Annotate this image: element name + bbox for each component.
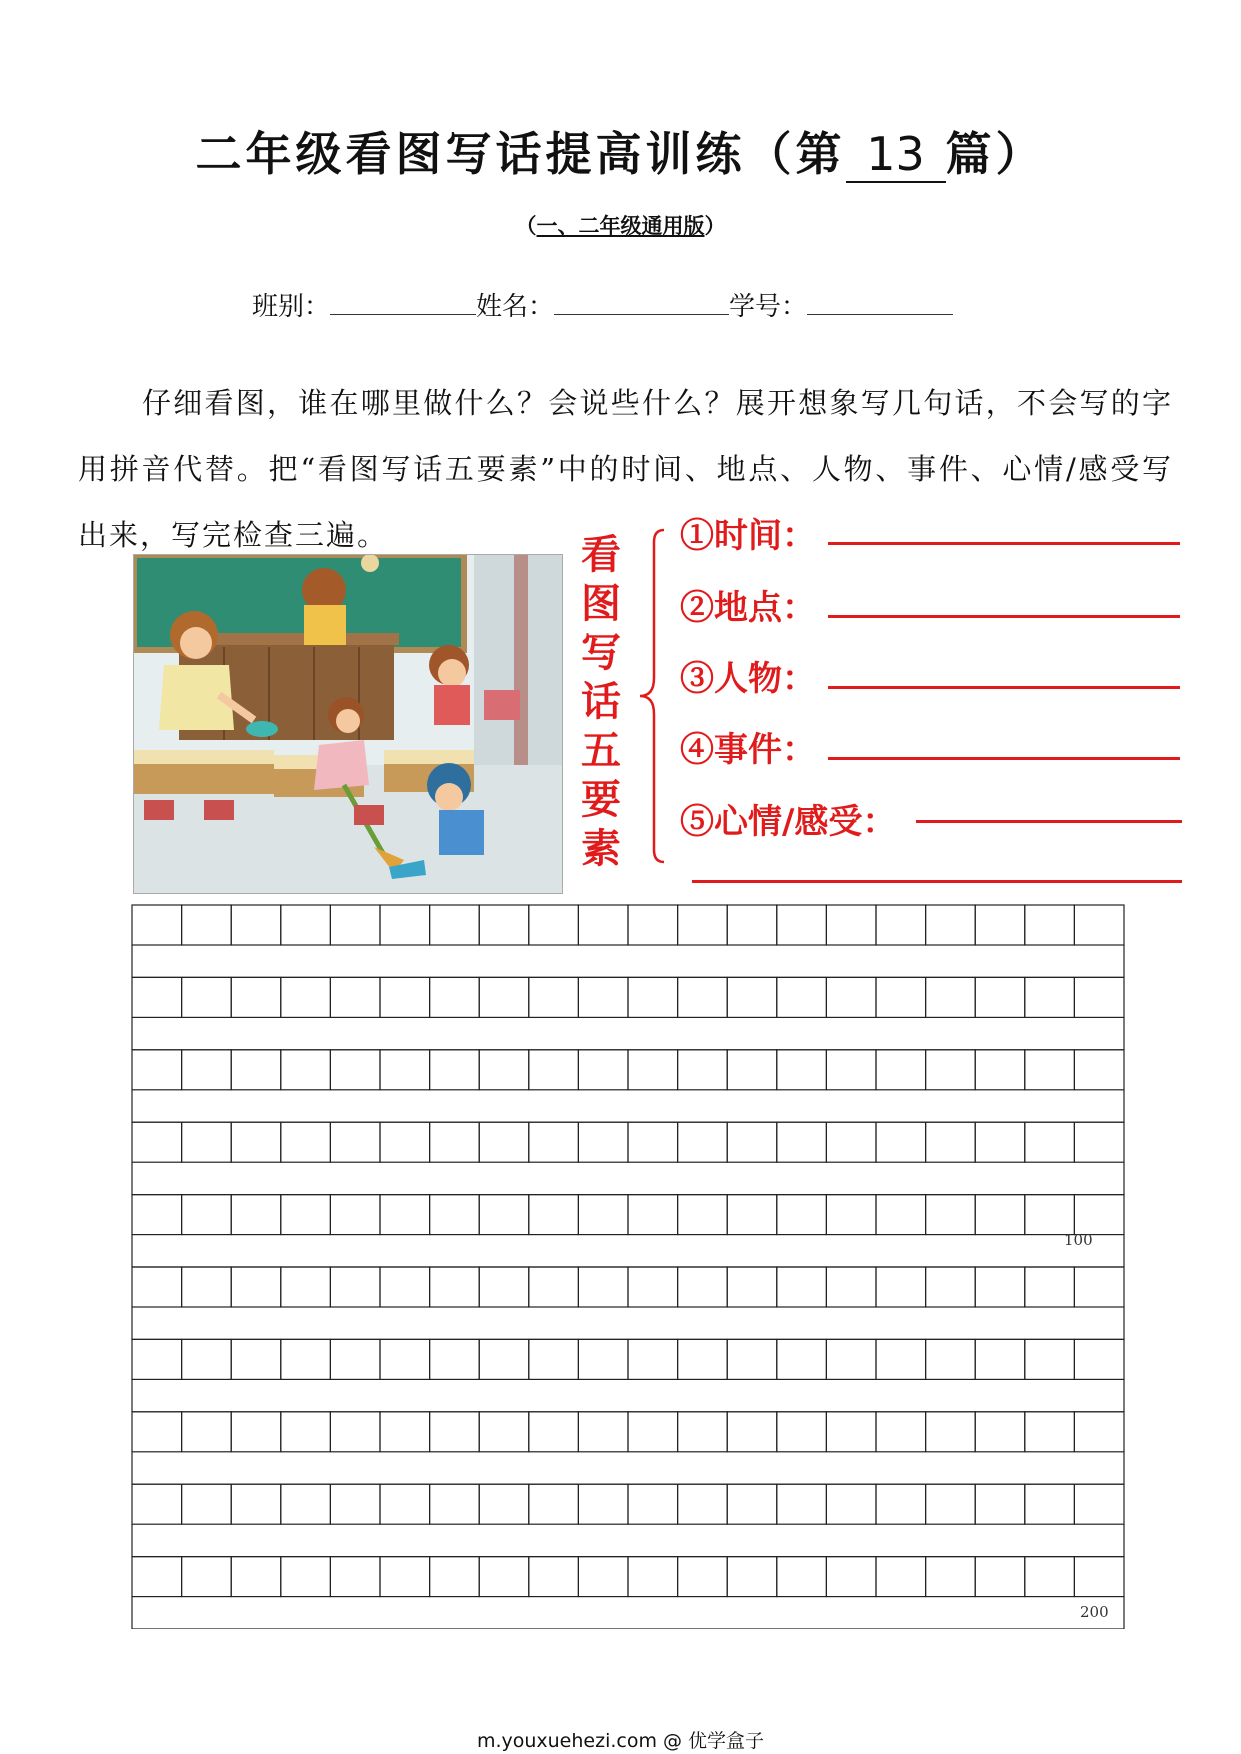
brace-icon [636,528,668,864]
grid-cell[interactable] [380,1412,430,1452]
grid-cell[interactable] [678,1050,728,1090]
grid-cell[interactable] [926,1267,976,1307]
grid-cell[interactable] [182,1050,232,1090]
grid-cell[interactable] [975,1412,1025,1452]
subtitle-text: 一、二年级通用版 [536,214,705,238]
grid-cell[interactable] [330,905,380,945]
grid-cell[interactable] [727,977,777,1017]
grid-cell[interactable] [231,1339,281,1379]
grid-cell[interactable] [678,1484,728,1524]
element-time-label: ①时间： [680,516,816,556]
grid-cell[interactable] [330,1484,380,1524]
grid-cell[interactable] [628,905,678,945]
grid-cell[interactable] [1074,1122,1124,1162]
element-event-label: ④事件： [680,730,816,770]
grid-cell[interactable] [628,1267,678,1307]
grid-cell[interactable] [975,1050,1025,1090]
grid-cell[interactable] [132,1195,182,1235]
grid-cell[interactable] [876,1195,926,1235]
grid-cell[interactable] [727,1195,777,1235]
grid-cell[interactable] [330,1339,380,1379]
grid-cell[interactable] [876,1484,926,1524]
grid-cell[interactable] [628,977,678,1017]
grid-cell[interactable] [1074,1195,1124,1235]
grid-cell[interactable] [132,1339,182,1379]
grid-cell[interactable] [330,1557,380,1597]
student-id-field[interactable] [807,294,953,315]
element-time-line[interactable] [828,542,1180,545]
grid-cell[interactable] [826,977,876,1017]
grid-cell[interactable] [182,1412,232,1452]
grid-cell[interactable] [777,977,827,1017]
title-number[interactable]: 13 [846,127,946,183]
grid-cell[interactable] [678,977,728,1017]
grid-cell[interactable] [529,1195,579,1235]
id-label: 学号： [729,292,808,322]
grid-cell[interactable] [380,977,430,1017]
grid-cell[interactable] [430,1412,480,1452]
classroom-cleaning-illustration [133,554,563,894]
grid-cell[interactable] [727,1339,777,1379]
grid-cell[interactable] [182,1484,232,1524]
grid-cell[interactable] [380,1339,430,1379]
grid-cell[interactable] [826,1050,876,1090]
grid-cell[interactable] [430,1267,480,1307]
instructions-text: 仔细看图，谁在哪里做什么？会说些什么？展开想象写几句话，不会写的字用拼音代替。把“看图写话五要素”中的时间、地点、人物、事件、心情/感受写出来，写完检查三遍。 [78,386,1173,552]
title-suffix: 篇） [945,127,1046,181]
grid-cell[interactable] [777,1484,827,1524]
grid-cell[interactable] [727,1122,777,1162]
grid-cell[interactable] [1025,1122,1075,1162]
grid-cell[interactable] [479,1267,529,1307]
grid-marker-100: 100 [1064,1231,1093,1249]
grid-cell[interactable] [430,905,480,945]
grid-cell[interactable] [826,1412,876,1452]
grid-cell[interactable] [479,1122,529,1162]
grid-cell[interactable] [132,1412,182,1452]
grid-cell[interactable] [182,1122,232,1162]
grid-cell[interactable] [1074,905,1124,945]
grid-cell[interactable] [330,1412,380,1452]
illustration-drawing [134,555,562,893]
grid-cell[interactable] [975,1557,1025,1597]
grid-cell[interactable] [826,905,876,945]
grid-cell[interactable] [1025,1050,1075,1090]
grid-cell[interactable] [1025,1339,1075,1379]
grid-cell[interactable] [132,977,182,1017]
grid-cell[interactable] [926,1412,976,1452]
grid-cell[interactable] [479,1339,529,1379]
grid-cell[interactable] [529,1050,579,1090]
grid-cell[interactable] [578,1557,628,1597]
grid-cell[interactable] [975,1122,1025,1162]
grid-cell[interactable] [628,1484,678,1524]
grid-cell[interactable] [529,1412,579,1452]
grid-cell[interactable] [1074,1050,1124,1090]
grid-cell[interactable] [777,1122,827,1162]
element-feeling-extra-line[interactable] [692,880,1182,883]
grid-cell[interactable] [330,1122,380,1162]
grid-cell[interactable] [380,1557,430,1597]
subtitle [0,210,1241,240]
grid-cell[interactable] [380,1050,430,1090]
grid-cell[interactable] [281,1122,331,1162]
grid-cell[interactable] [876,1557,926,1597]
element-place-line[interactable] [828,615,1180,618]
grid-cell[interactable] [182,905,232,945]
grid-cell[interactable] [1074,977,1124,1017]
name-label: 姓名： [476,292,555,322]
grid-cell[interactable] [1025,1412,1075,1452]
grid-cell[interactable] [479,1050,529,1090]
grid-cell[interactable] [578,1195,628,1235]
grid-cell[interactable] [281,1412,331,1452]
five-elements-heading: 看 图 写 话 五 要 素 [581,531,621,872]
grid-cell[interactable] [330,1267,380,1307]
grid-cell[interactable] [876,977,926,1017]
grid-cell[interactable] [529,1122,579,1162]
grid-cell[interactable] [430,1557,480,1597]
subtitle-open-paren: （ [515,214,537,238]
element-place-label: ②地点： [680,588,816,628]
grid-cell[interactable] [628,1195,678,1235]
grid-cell[interactable] [182,1195,232,1235]
grid-cell[interactable] [578,905,628,945]
grid-cell[interactable] [578,1484,628,1524]
grid-cell[interactable] [826,1339,876,1379]
grid-cell[interactable] [231,1050,281,1090]
grid-cell[interactable] [182,1339,232,1379]
grid-cell[interactable] [1025,1484,1075,1524]
grid-cell[interactable] [132,1267,182,1307]
grid-cell[interactable] [975,905,1025,945]
grid-cell[interactable] [479,1195,529,1235]
grid-cell[interactable] [777,1050,827,1090]
grid-cell[interactable] [380,1267,430,1307]
grid-cell[interactable] [975,1339,1025,1379]
grid-cell[interactable] [430,1484,480,1524]
grid-cell[interactable] [678,1267,728,1307]
class-label: 班别： [252,292,331,322]
grid-cell[interactable] [479,1557,529,1597]
grid-cell[interactable] [777,1412,827,1452]
grid-cell[interactable] [1074,1339,1124,1379]
grid-cell[interactable] [678,1339,728,1379]
grid-cell[interactable] [777,1557,827,1597]
grid-cell[interactable] [231,1484,281,1524]
grid-cell[interactable] [231,1557,281,1597]
grid-cell[interactable] [281,977,331,1017]
grid-cell[interactable] [777,1267,827,1307]
grid-cell[interactable] [578,977,628,1017]
grid-cell[interactable] [231,977,281,1017]
grid-cell[interactable] [1074,1267,1124,1307]
grid-cell[interactable] [132,1484,182,1524]
grid-cell[interactable] [1025,1557,1075,1597]
grid-cell[interactable] [380,1122,430,1162]
grid-cell[interactable] [380,1195,430,1235]
grid-cell[interactable] [628,1050,678,1090]
footer-site-credit: m.youxuehezi.com @ 优学盒子 [476,1730,765,1752]
element-feeling-line[interactable] [916,820,1182,823]
grid-cell[interactable] [678,905,728,945]
grid-cell[interactable] [231,1412,281,1452]
element-people-line[interactable] [828,686,1180,689]
grid-cell[interactable] [826,1122,876,1162]
grid-cell[interactable] [479,1484,529,1524]
grid-cell[interactable] [926,1122,976,1162]
grid-cell[interactable] [578,1412,628,1452]
grid-cell[interactable] [975,1484,1025,1524]
grid-cell[interactable] [1025,1195,1075,1235]
student-info-line [252,286,953,323]
grid-cell[interactable] [330,1195,380,1235]
grid-cell[interactable] [678,1557,728,1597]
grid-cell[interactable] [926,1195,976,1235]
grid-cell[interactable] [826,1195,876,1235]
grid-cell[interactable] [479,1412,529,1452]
grid-cell[interactable] [430,977,480,1017]
grid-cell[interactable] [479,905,529,945]
grid-cell[interactable] [926,1484,976,1524]
grid-cell[interactable] [529,1484,579,1524]
grid-cell[interactable] [926,905,976,945]
grid-cell[interactable] [777,1195,827,1235]
element-feeling-label: ⑤心情/感受： [680,802,897,842]
grid-cell[interactable] [926,1339,976,1379]
grid-cell[interactable] [876,1412,926,1452]
grid-cell[interactable] [926,1050,976,1090]
grid-cell[interactable] [678,1122,728,1162]
grid-cell[interactable] [975,1195,1025,1235]
grid-cell[interactable] [1074,1557,1124,1597]
grid-cell[interactable] [926,1557,976,1597]
grid-cell[interactable] [1025,977,1075,1017]
grid-cell[interactable] [281,1195,331,1235]
grid-cell[interactable] [281,1484,331,1524]
grid-cell[interactable] [826,1484,876,1524]
grid-cell[interactable] [1074,1484,1124,1524]
grid-cell[interactable] [628,1339,678,1379]
grid-cell[interactable] [132,1050,182,1090]
grid-cell[interactable] [529,977,579,1017]
grid-cell[interactable] [628,1412,678,1452]
grid-cell[interactable] [926,977,976,1017]
element-event-line[interactable] [828,757,1180,760]
grid-cell[interactable] [529,905,579,945]
grid-cell[interactable] [777,1339,827,1379]
grid-cell[interactable] [727,1050,777,1090]
class-field[interactable] [330,294,476,315]
grid-cell[interactable] [380,905,430,945]
grid-cell[interactable] [975,1267,1025,1307]
grid-cell[interactable] [1025,905,1075,945]
grid-cell[interactable] [132,1557,182,1597]
grid-cell[interactable] [430,1122,480,1162]
grid-cell[interactable] [1025,1267,1075,1307]
grid-cell[interactable] [281,1557,331,1597]
grid-cell[interactable] [132,905,182,945]
grid-cell[interactable] [975,977,1025,1017]
page-title [0,118,1241,184]
grid-cell[interactable] [876,1050,926,1090]
name-field[interactable] [554,294,729,315]
grid-cell[interactable] [1074,1412,1124,1452]
grid-cell[interactable] [231,1195,281,1235]
grid-cell[interactable] [628,1557,678,1597]
grid-cell[interactable] [777,905,827,945]
grid-marker-200: 200 [1080,1603,1109,1621]
grid-cell[interactable] [678,1195,728,1235]
grid-cell[interactable] [529,1267,579,1307]
grid-cell[interactable] [678,1412,728,1452]
grid-cell[interactable] [231,905,281,945]
grid-cell[interactable] [727,1267,777,1307]
grid-cell[interactable] [231,1122,281,1162]
grid-cell[interactable] [182,977,232,1017]
grid-cell[interactable] [826,1267,876,1307]
grid-cell[interactable] [578,1122,628,1162]
grid-cell[interactable] [182,1267,232,1307]
grid-cell[interactable] [876,1122,926,1162]
title-prefix: 二年级看图写话提高训练（第 [195,127,846,181]
grid-cell[interactable] [578,1339,628,1379]
grid-cell[interactable] [281,905,331,945]
writing-grid[interactable] [131,904,1126,1629]
subtitle-close-paren: ） [704,214,726,238]
grid-cell[interactable] [727,1484,777,1524]
grid-cell[interactable] [380,1484,430,1524]
grid-cell[interactable] [727,905,777,945]
grid-cell[interactable] [281,1339,331,1379]
grid-cell[interactable] [430,1195,480,1235]
grid-cell[interactable] [231,1267,281,1307]
grid-cell[interactable] [430,1050,480,1090]
grid-cell[interactable] [876,905,926,945]
grid-cell[interactable] [330,977,380,1017]
grid-cell[interactable] [578,1267,628,1307]
grid-cell[interactable] [330,1050,380,1090]
grid-cell[interactable] [281,1267,331,1307]
grid-cell[interactable] [281,1050,331,1090]
grid-cell[interactable] [727,1557,777,1597]
grid-cell[interactable] [529,1557,579,1597]
grid-cell[interactable] [876,1339,926,1379]
grid-cell[interactable] [182,1557,232,1597]
grid-cell[interactable] [132,1122,182,1162]
grid-cell[interactable] [529,1339,579,1379]
grid-cell[interactable] [826,1557,876,1597]
element-people-label: ③人物： [680,659,816,699]
grid-cell[interactable] [876,1267,926,1307]
grid-cell[interactable] [628,1122,678,1162]
grid-cell[interactable] [727,1412,777,1452]
grid-cell[interactable] [578,1050,628,1090]
grid-cell[interactable] [430,1339,480,1379]
grid-cell[interactable] [479,977,529,1017]
